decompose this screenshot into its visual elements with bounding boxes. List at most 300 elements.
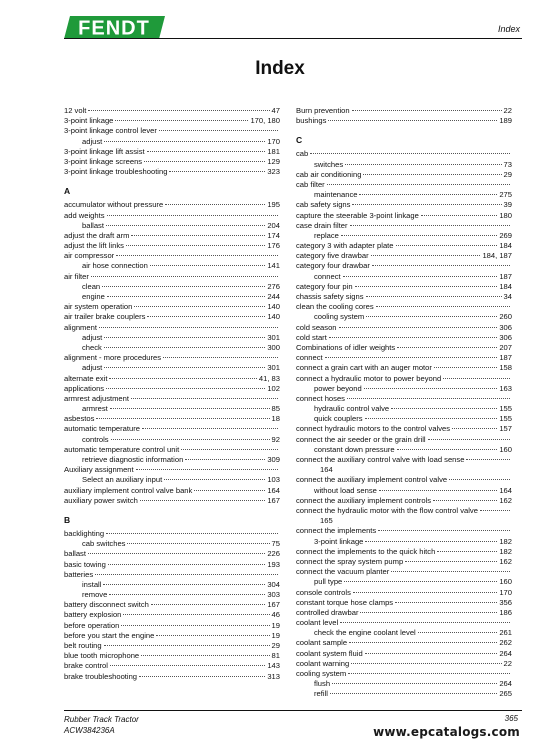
index-page-number: 167 — [267, 600, 280, 610]
dot-leader — [107, 295, 266, 297]
index-entry — [296, 669, 512, 679]
index-entry — [64, 631, 280, 641]
index-entry-text: cold season — [296, 322, 337, 332]
dot-leader — [376, 305, 510, 307]
index-subentry — [296, 628, 512, 638]
index-entry-text: backlighting — [64, 528, 105, 538]
index-entry — [296, 394, 512, 404]
index-entry-text: coolant level — [296, 618, 339, 628]
index-entry — [64, 211, 280, 221]
dot-leader — [329, 336, 498, 338]
dot-leader — [433, 499, 497, 501]
index-page-number: 19 — [271, 620, 280, 630]
index-entry-text: engine — [82, 292, 105, 301]
index-page-number: 260 — [499, 312, 512, 322]
dot-leader — [116, 254, 278, 256]
dot-leader — [340, 621, 510, 623]
index-page-number: 160 — [499, 444, 512, 454]
index-entry-text: 3-point linkage — [64, 116, 114, 126]
index-entry — [296, 343, 512, 353]
index-subentry — [64, 137, 280, 147]
dot-leader — [104, 644, 270, 646]
index-entry-text: battery explosion — [64, 610, 122, 620]
index-entry-text: connect the vacuum planter — [296, 567, 390, 577]
dot-leader — [310, 152, 510, 154]
index-entry-text: coolant sample — [296, 638, 348, 648]
index-entry-text: check the engine coolant level — [314, 628, 416, 638]
dot-leader — [106, 532, 278, 534]
index-page-number: 180 — [499, 210, 512, 220]
index-entry-text: connect the hydraulic motor with the flow control valve — [296, 505, 478, 515]
index-page-number: 34 — [503, 292, 512, 301]
index-entry — [64, 323, 280, 333]
index-entry — [296, 638, 512, 648]
header-section-label: Index — [497, 24, 520, 34]
index-entry-text: ballast — [64, 549, 86, 559]
dot-leader — [391, 407, 497, 409]
index-entry-text: cooling system — [296, 669, 347, 678]
index-entry — [296, 649, 512, 659]
dot-leader — [88, 109, 269, 111]
dot-leader — [449, 478, 510, 480]
index-page-number: 141 — [267, 261, 280, 271]
index-entry — [296, 506, 512, 526]
index-entry-text: quick couplers — [314, 414, 363, 424]
index-subentry — [64, 363, 280, 373]
index-subentry — [64, 292, 280, 302]
index-entry — [64, 312, 280, 322]
dot-leader — [102, 285, 265, 287]
index-page-number: 262 — [499, 638, 512, 648]
index-entry-text: basic towing — [64, 559, 106, 569]
dot-leader — [144, 160, 265, 162]
index-entry-text: automatic temperature control unit — [64, 444, 180, 454]
index-entry — [64, 570, 280, 580]
index-entry — [64, 302, 280, 312]
index-subentry — [64, 333, 280, 343]
index-entry-text: 3-point linkage screens — [64, 156, 143, 166]
index-entry-text: connect hydraulic motors to the control valves — [296, 424, 451, 434]
index-entry — [296, 618, 512, 628]
index-page-number: 306 — [499, 322, 512, 332]
index-page-number: 186 — [499, 607, 512, 617]
dot-leader — [107, 214, 278, 216]
index-entry — [296, 374, 512, 384]
index-entry — [296, 659, 512, 669]
index-subentry — [64, 580, 280, 590]
section-letter-heading: A — [64, 186, 71, 197]
index-entry-text: category four drawbar — [296, 261, 370, 271]
index-page-number: 187 — [499, 271, 512, 281]
dot-leader — [466, 458, 510, 460]
index-entry-text: maintenance — [314, 190, 358, 200]
dot-leader — [395, 601, 497, 603]
dot-leader — [349, 641, 497, 643]
index-entry-text: armrest adjustment — [64, 393, 129, 403]
index-entry — [296, 261, 512, 271]
dot-leader — [480, 509, 510, 511]
header-divider — [64, 38, 522, 39]
index-page-number: 92 — [271, 434, 280, 444]
index-page-number: 75 — [271, 539, 280, 549]
dot-leader — [109, 593, 265, 595]
index-entry — [296, 241, 512, 251]
index-entry-text: cooling system — [314, 312, 365, 322]
index-entry-text: connect the air seeder or the grain drill — [296, 434, 426, 444]
index-subentry — [296, 577, 512, 587]
dot-leader — [332, 682, 497, 684]
index-subentry — [296, 537, 512, 547]
index-entry-text: connect a hydraulic motor to power beyond — [296, 373, 442, 383]
dot-leader — [359, 193, 497, 195]
fendt-logo — [64, 16, 165, 39]
index-entry — [64, 661, 280, 671]
index-entry — [296, 598, 512, 608]
dot-leader — [348, 672, 510, 674]
dot-leader — [140, 499, 265, 501]
index-entry — [64, 394, 280, 404]
index-page-number: 158 — [499, 363, 512, 373]
dot-leader — [352, 203, 501, 205]
index-entry — [64, 106, 280, 116]
index-page-number: 162 — [499, 556, 512, 566]
dot-leader — [379, 489, 497, 491]
index-entry-line — [296, 506, 512, 516]
index-entry — [296, 353, 512, 363]
index-entry-text: accumulator without pressure — [64, 200, 164, 210]
dot-leader — [355, 285, 498, 287]
index-page-number: 265 — [499, 689, 512, 699]
index-entry — [64, 641, 280, 651]
dot-leader — [437, 550, 497, 552]
index-page-number: 304 — [267, 579, 280, 589]
index-subentry — [64, 404, 280, 414]
index-entry-text: applications — [64, 383, 105, 393]
index-page-number: 182 — [499, 546, 512, 556]
dot-leader — [164, 478, 265, 480]
index-entry-text: connect — [314, 271, 341, 281]
index-entry — [64, 600, 280, 610]
footer-document-info — [64, 714, 139, 736]
index-entry-text: controlled drawbar — [296, 607, 359, 617]
index-page-number: 204 — [267, 220, 280, 230]
index-entry — [64, 167, 280, 177]
dot-leader — [371, 254, 481, 256]
dot-leader — [99, 326, 278, 328]
index-entry-text: case drain filter — [296, 220, 348, 230]
index-entry-text: cab switches — [82, 539, 126, 549]
index-page-number: 195 — [267, 200, 280, 210]
index-entry — [296, 435, 512, 445]
index-page-number: 174 — [267, 230, 280, 240]
dot-leader — [327, 183, 510, 185]
index-subentry — [296, 384, 512, 394]
dot-leader — [104, 366, 265, 368]
index-entry-text: alternate exit — [64, 373, 108, 383]
index-entry-text: air trailer brake couplers — [64, 312, 146, 322]
index-entry-text: add weights — [64, 210, 105, 220]
index-entry-text: switches — [314, 159, 344, 169]
index-entry — [64, 157, 280, 167]
index-entry-text: air filter — [64, 271, 89, 281]
footer-product-name: Rubber Track Tractor — [64, 715, 139, 724]
index-entry-text: install — [82, 579, 102, 589]
index-entry — [296, 302, 512, 312]
index-entry-text: brake troubleshooting — [64, 671, 138, 681]
index-subentry — [64, 539, 280, 549]
index-entry-text: adjust — [82, 363, 103, 373]
index-subentry — [64, 590, 280, 600]
index-page-number: 269 — [499, 230, 512, 240]
dot-leader — [351, 662, 501, 664]
index-page-number: 356 — [499, 597, 512, 607]
index-entry-text: automatic temperature — [64, 424, 140, 434]
index-entry — [64, 610, 280, 620]
index-entry — [64, 496, 280, 506]
index-entry-text: 3-point linkage — [314, 536, 364, 546]
dot-leader — [366, 295, 502, 297]
index-entry — [296, 588, 512, 598]
index-entry-text: brake control — [64, 661, 108, 671]
index-subentry — [296, 445, 512, 455]
index-entry-text: connect the spray system pump — [296, 556, 404, 566]
index-subentry — [64, 221, 280, 231]
index-page-number: 309 — [267, 455, 280, 464]
dot-leader — [104, 140, 265, 142]
dot-leader — [353, 591, 497, 593]
index-page-number: 85 — [271, 404, 280, 414]
fendt-logo-mark — [64, 16, 165, 39]
dot-leader — [347, 397, 510, 399]
index-entry — [64, 147, 280, 157]
dot-leader — [91, 275, 278, 277]
dot-leader — [139, 675, 265, 677]
index-entry-text: 3-point linkage lift assist — [64, 146, 145, 156]
dot-leader — [421, 214, 497, 216]
index-page-number: 39 — [503, 200, 512, 210]
index-page-number: 73 — [503, 159, 512, 169]
index-entry — [64, 374, 280, 384]
index-entry-text: adjust the draft arm — [64, 230, 130, 240]
dot-leader — [131, 234, 265, 236]
index-entry-text: cold start — [296, 332, 327, 342]
index-entry-text: constant down pressure — [314, 444, 395, 454]
index-entry-text: clean — [82, 281, 101, 291]
index-entry — [64, 560, 280, 570]
index-subentry — [296, 679, 512, 689]
dot-leader — [104, 346, 265, 348]
dot-leader — [418, 631, 498, 633]
dot-leader — [366, 315, 497, 317]
index-entry-text: Burn prevention — [296, 106, 350, 115]
index-entry — [64, 621, 280, 631]
index-entry — [296, 323, 512, 333]
index-page-number: 323 — [267, 167, 280, 177]
index-page-number: 184 — [499, 241, 512, 251]
index-entry-text: connect the auxiliary implement controls — [296, 495, 432, 505]
dot-leader — [147, 150, 266, 152]
index-entry-text: cab filter — [296, 179, 325, 189]
index-entry-text: alignment - more procedures — [64, 353, 162, 363]
index-page-number: 207 — [499, 342, 512, 352]
index-entry-text: connect a grain cart with an auger motor — [296, 363, 432, 373]
dot-leader — [104, 336, 265, 338]
dot-leader — [88, 552, 265, 554]
dot-leader — [352, 109, 502, 111]
index-entry-text: capture the steerable 3-point linkage — [296, 210, 419, 220]
dot-leader — [344, 580, 497, 582]
index-entry-text: cab safety signs — [296, 200, 351, 210]
index-entry-text: check — [82, 342, 102, 352]
dot-leader — [123, 613, 269, 615]
dot-leader — [141, 654, 269, 656]
index-entry-text: batteries — [64, 569, 94, 579]
dot-leader — [165, 203, 265, 205]
index-page-number: 47 — [271, 106, 280, 115]
dot-leader — [360, 611, 497, 613]
index-subentry — [64, 343, 280, 353]
index-entry — [296, 221, 512, 231]
index-page-number: 102 — [267, 383, 280, 393]
dot-leader — [325, 356, 498, 358]
index-page-number: 22 — [503, 106, 512, 115]
index-entry-text: Select an auxiliary input — [82, 475, 163, 485]
dot-leader — [95, 573, 278, 575]
index-entry-text: Auxiliary assignment — [64, 465, 134, 475]
index-page-number: 170, 180 — [250, 116, 280, 126]
index-entry — [296, 557, 512, 567]
index-entry-text: air system operation — [64, 302, 133, 312]
index-page-number: 164 — [267, 485, 280, 495]
dot-leader — [103, 583, 265, 585]
index-entry — [296, 282, 512, 292]
index-entry-text: cab — [296, 149, 309, 159]
index-page-number: 181 — [267, 146, 280, 156]
index-entry — [64, 251, 280, 261]
index-entry-text: blue tooth microphone — [64, 651, 140, 661]
dot-leader — [106, 387, 265, 389]
dot-leader — [163, 356, 278, 358]
index-entry — [296, 547, 512, 557]
index-entry — [296, 526, 512, 536]
index-page-number: 176 — [267, 241, 280, 251]
index-subentry — [296, 272, 512, 282]
index-entry-text: air compressor — [64, 251, 115, 261]
index-entry-text: clean the cooling cores — [296, 302, 374, 312]
svg-text:FENDT: FENDT — [78, 17, 150, 39]
dot-leader — [397, 346, 497, 348]
page-title: Index — [255, 58, 305, 79]
index-page-number: 164 — [499, 485, 512, 495]
dot-leader — [156, 634, 269, 636]
index-entry — [64, 126, 280, 136]
dot-leader — [363, 173, 501, 175]
index-page-number: 29 — [503, 169, 512, 179]
index-entry-text: remove — [82, 590, 108, 600]
index-entry — [296, 333, 512, 343]
index-subentry — [64, 475, 280, 485]
index-page-number: 189 — [499, 116, 512, 126]
index-subentry — [64, 261, 280, 271]
index-entry-text: adjust the lift links — [64, 241, 124, 251]
index-entry-text: Combinations of idler weights — [296, 342, 396, 352]
index-page-number: 143 — [267, 661, 280, 671]
index-page-number: 167 — [267, 495, 280, 505]
index-entry-text: before you start the engine — [64, 630, 155, 640]
dot-leader — [151, 603, 265, 605]
index-entry-text: 3-point linkage control lever — [64, 126, 157, 136]
index-page-number: 193 — [267, 559, 280, 569]
dot-leader — [111, 438, 270, 440]
dot-leader — [159, 129, 278, 131]
index-page-number: 182 — [499, 536, 512, 546]
dot-leader — [134, 305, 265, 307]
index-page-number: 184 — [499, 281, 512, 291]
index-entry-text: before operation — [64, 620, 120, 630]
index-entry-continuation — [296, 465, 512, 475]
index-page-number: 303 — [267, 590, 280, 600]
dot-leader — [127, 542, 269, 544]
footer-divider — [64, 710, 522, 711]
index-entry-text: coolant system fluid — [296, 648, 363, 658]
dot-leader — [131, 397, 278, 399]
index-entry-text: auxiliary implement control valve bank — [64, 485, 193, 495]
index-subentry — [296, 689, 512, 699]
dot-leader — [126, 244, 265, 246]
index-entry-text: connect the auxiliary control valve with load sense — [296, 455, 465, 464]
index-entry-text: air hose connection — [82, 261, 148, 271]
index-entry-text: connect the implements to the quick hitch — [296, 546, 436, 556]
index-entry-text: category four pin — [296, 281, 353, 291]
index-entry-text: without load sense — [314, 485, 377, 495]
dot-leader — [96, 417, 269, 419]
index-subentry — [64, 455, 280, 465]
index-page-number: 81 — [271, 651, 280, 661]
index-page-number: 162 — [499, 495, 512, 505]
index-page-number: 264 — [499, 648, 512, 658]
dot-leader — [365, 652, 498, 654]
index-entry-text: power beyond — [314, 383, 362, 393]
index-entry-text: adjust — [82, 136, 103, 146]
index-entry-text: 12 volt — [64, 106, 87, 115]
index-page-number: 261 — [499, 628, 512, 638]
index-entry-text: controls — [82, 434, 109, 444]
index-page-number: 170 — [267, 136, 280, 146]
index-entry-text: battery disconnect switch — [64, 600, 149, 610]
dot-leader — [364, 387, 498, 389]
section-letter-heading: B — [64, 514, 71, 525]
index-entry-text: pull type — [314, 577, 343, 587]
index-page-number: 29 — [271, 641, 280, 650]
index-entry — [296, 106, 512, 116]
index-subentry — [64, 435, 280, 445]
dot-leader — [330, 692, 497, 694]
index-page-number: 140 — [267, 312, 280, 322]
index-entry — [296, 116, 512, 126]
dot-leader — [345, 163, 501, 165]
index-page-number: 41, 83 — [258, 373, 280, 383]
index-page-number: 226 — [267, 549, 280, 559]
dot-leader — [106, 224, 265, 226]
index-entry — [296, 455, 512, 475]
index-column-right — [296, 106, 512, 700]
index-subentry — [296, 414, 512, 424]
index-entry — [64, 651, 280, 661]
index-page-number: 163 — [499, 383, 512, 393]
index-entry — [64, 384, 280, 394]
index-entry-text: auxiliary power switch — [64, 495, 138, 505]
index-entry — [64, 549, 280, 559]
